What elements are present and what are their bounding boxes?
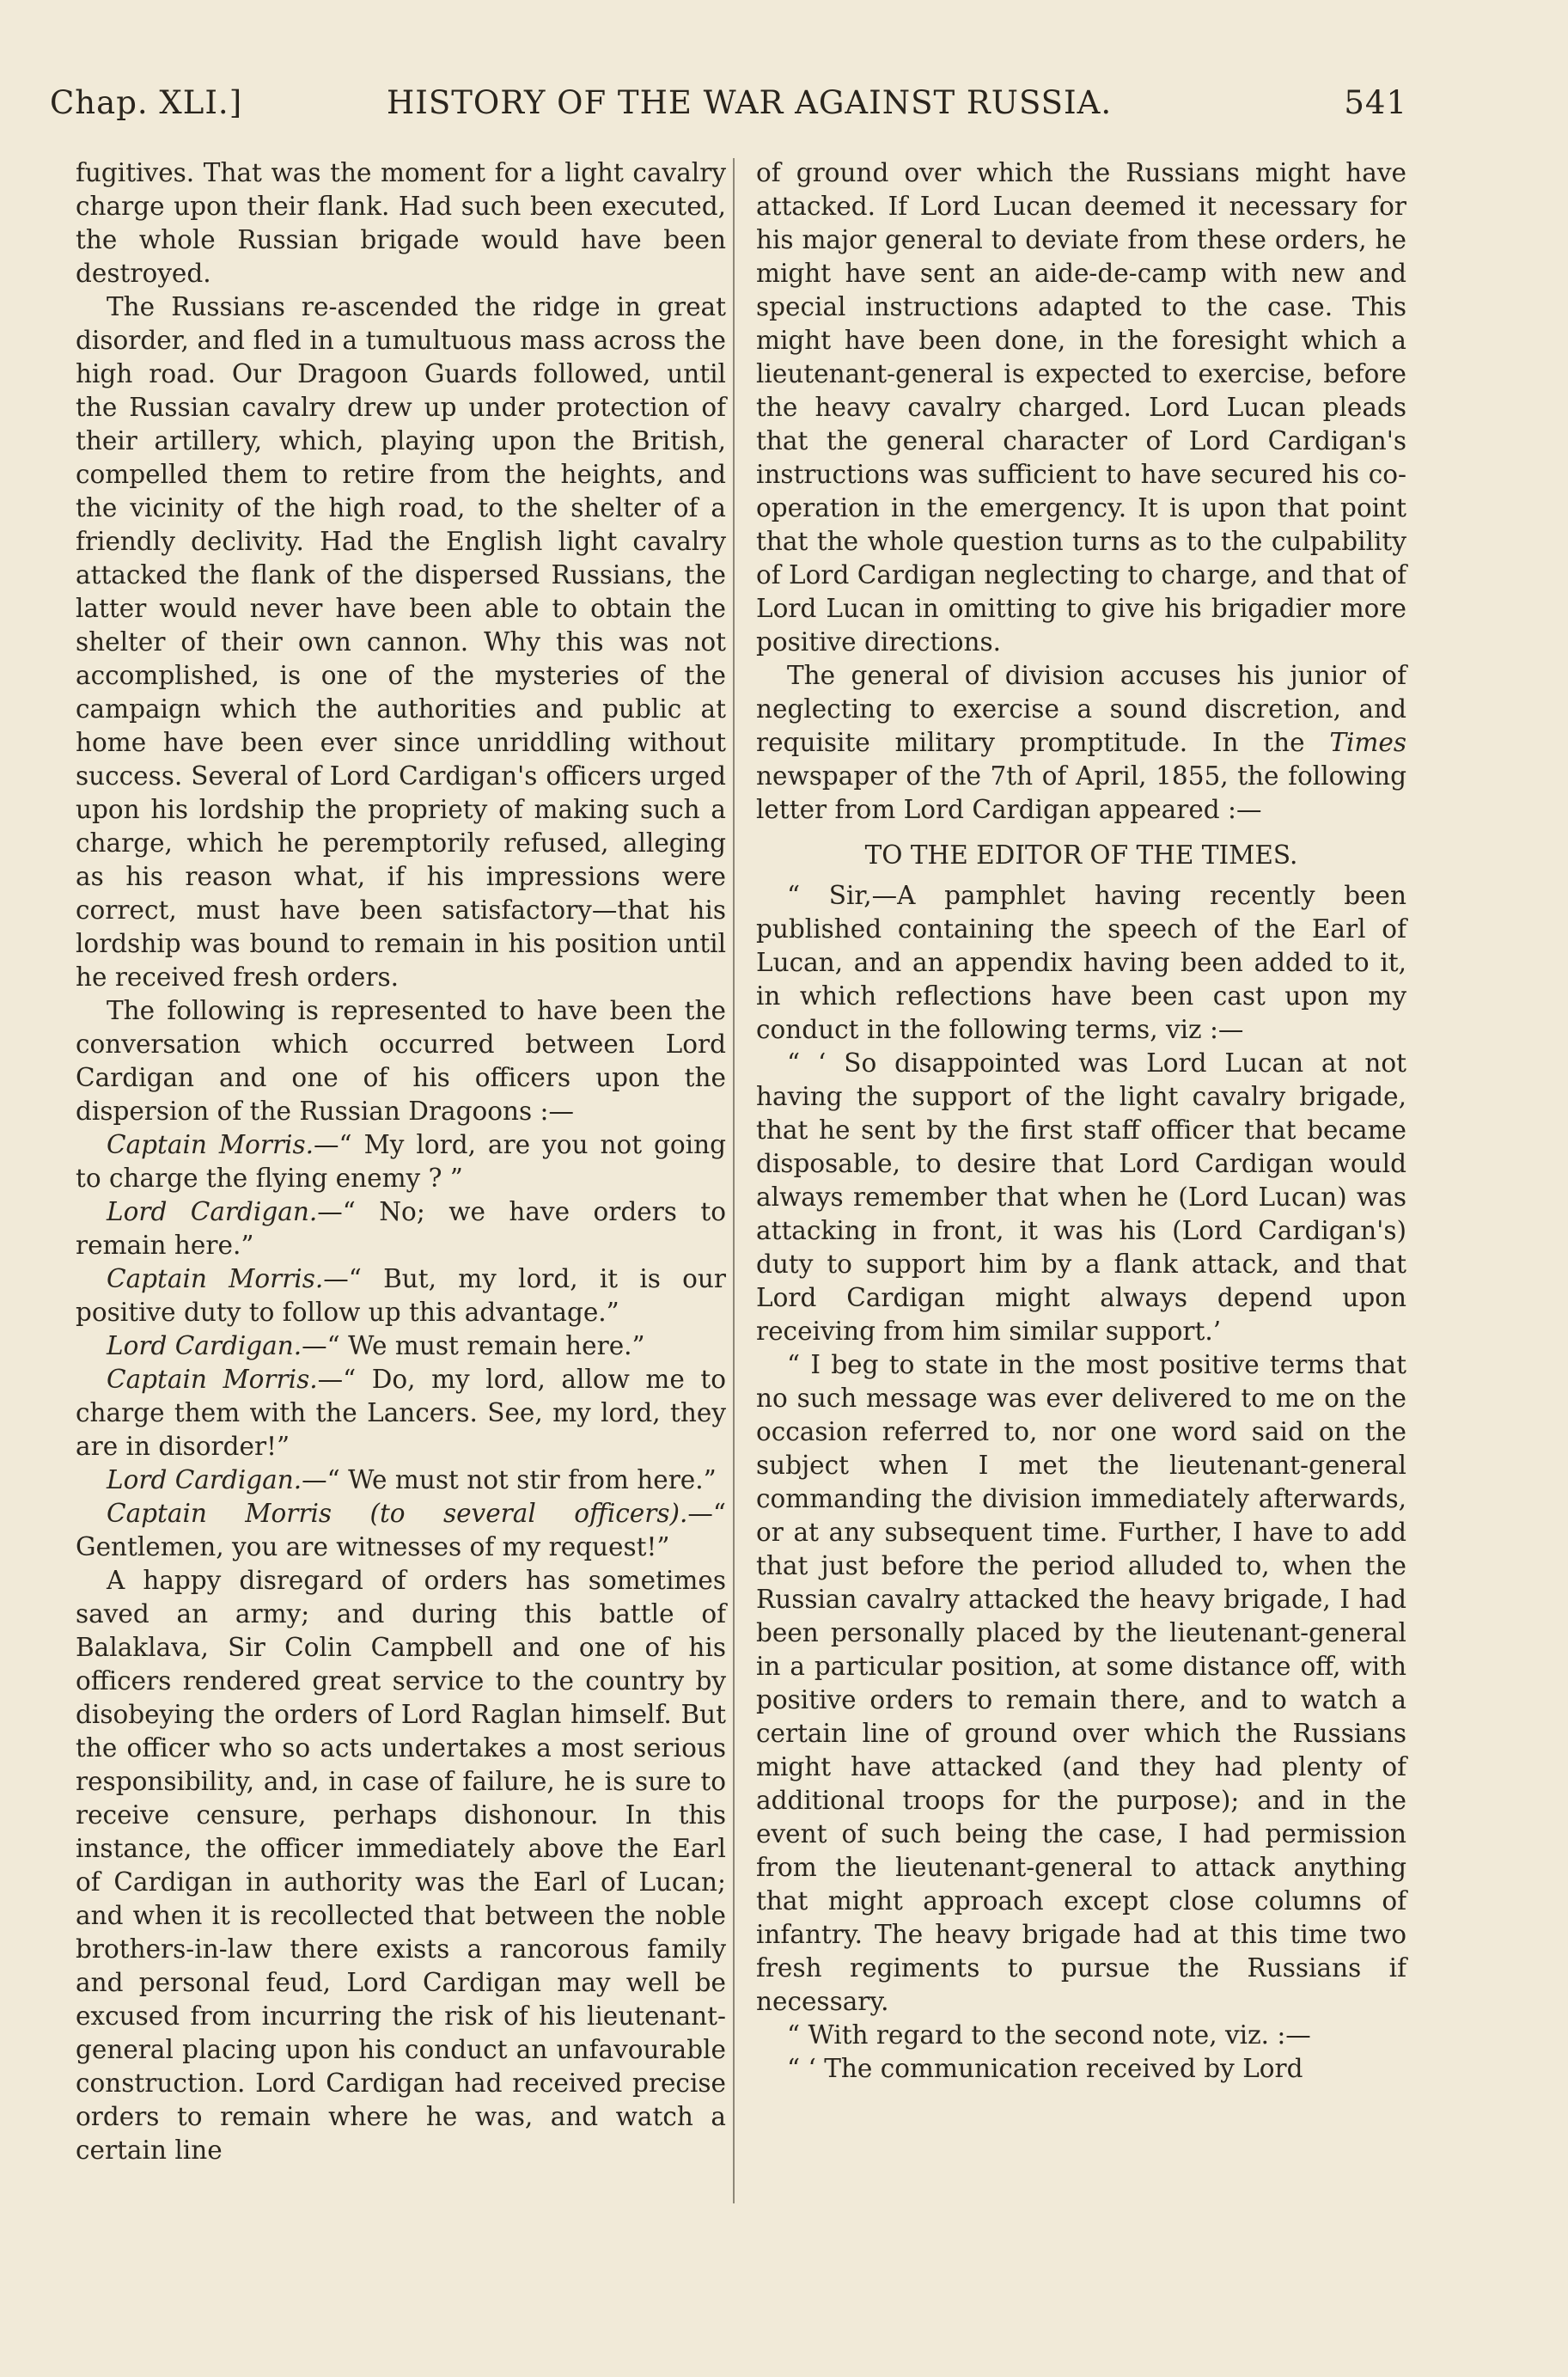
dialogue-text: —“ We must remain here.”: [302, 1331, 645, 1360]
left-column: [76, 156, 726, 2167]
speaker-name: Lord Cardigan.: [107, 1465, 302, 1494]
dialogue-line: [76, 1128, 726, 1195]
letter-heading: TO THE EDITOR OF THE TIMES.: [864, 840, 1298, 870]
speaker-name: Captain Morris.: [107, 1264, 324, 1293]
quoted-paragraph: “ ‘ So disappointed was Lord Lucan at not having the support of the light cavalry brigade, that he sent by the first staff officer that became disposable, to desire that Lord Cardigan would always remember that when he (Lord Lucan) was attacking in front, it was his (Lord Cardigan's) duty to support him by a flank attack, and that Lord Cardigan might always depend upon receiving from him similar support.’: [756, 1048, 1406, 1346]
column-divider: [733, 158, 735, 2203]
dialogue-text: —“ We must not stir from here.”: [302, 1465, 717, 1494]
paragraph: “ ‘ The communication received by Lord: [787, 2054, 1303, 2083]
dialogue-line: [76, 1329, 726, 1363]
paragraph: of ground over which the Russians might have attacked. If Lord Lucan deemed it necessary for his major general to deviate from these orders, he might have sent an aide-de-camp with new and special instructions adapted to the case. This might have been done, in the foresight which a lieutenant-general is expected to exercise, before the heavy cavalry charged. Lord Lucan pleads that the general character of Lord Cardigan's instructions was sufficient to have secured his co-operation in the emergency. It is upon that point that the whole question turns as to the culpability of Lord Cardigan neglecting to charge, and that of Lord Lucan in omitting to give his brigadier more positive directions.: [756, 158, 1407, 657]
dialogue-line: [76, 1195, 726, 1262]
dialogue-line: [76, 1463, 726, 1497]
dialogue-text: —“ Do, my lord, allow me to charge them with the Lancers. See, my lord, they are in disorder!”: [76, 1365, 726, 1461]
speaker-name: Lord Cardigan.: [107, 1331, 302, 1360]
dialogue-text: —“ My lord, are you not going to charge the flying enemy ? ”: [76, 1130, 726, 1193]
running-title: HISTORY OF THE WAR AGAINST RUSSIA.: [387, 84, 1113, 121]
speaker-name: Lord Cardigan.: [107, 1197, 318, 1226]
running-header: [50, 84, 1407, 136]
speaker-name: Captain Morris.: [107, 1130, 314, 1159]
dialogue-line: [76, 1262, 726, 1329]
paragraph: The following is represented to have been the conversation which occurred between Lord Cardigan and one of his officers upon the dispersion of the Russian Dragoons :—: [76, 996, 726, 1126]
speaker-name: Captain Morris.: [107, 1365, 318, 1394]
dialogue-text: —“ No; we have orders to remain here.”: [76, 1197, 726, 1260]
dialogue-line: [76, 1363, 726, 1463]
dialogue-text: —“ Gentlemen, you are witnesses of my request!”: [76, 1499, 726, 1561]
paragraph: fugitives. That was the moment for a light cavalry charge upon their flank. Had such been executed, the whole Russian brigade would have been destroyed.: [76, 158, 726, 288]
dialogue-line: [76, 1497, 726, 1564]
paragraph: A happy disregard of orders has sometimes saved an army; and during this battle of Balaklava, Sir Colin Campbell and one of his officers rendered great service to the country by disobeying the orders of Lord Raglan himself. But the officer who so acts undertakes a most serious responsibility, and, in case of failure, he is sure to receive censure, perhaps dishonour. In this instance, the officer immediately above the Earl of Cardigan in authority was the Earl of Lucan; and when it is recollected that between the noble brothers-in-law there exists a rancorous family and personal feud, Lord Cardigan may well be excused from incurring the risk of his lieutenant-general placing upon his conduct an unfavourable construction. Lord Cardigan had received precise orders to remain where he was, and watch a certain line: [76, 1566, 726, 2165]
paragraph: “ Sir,—A pamphlet having recently been published containing the speech of the Earl of Lucan, and an appendix having been added to it, in which reflections have been cast upon my conduct in the following terms, viz :—: [756, 881, 1406, 1044]
chapter-label: Chap. XLI.]: [50, 84, 243, 121]
paragraph: The Russians re-ascended the ridge in great disorder, and fled in a tumultuous mass across the high road. Our Dragoon Guards followed, until the Russian cavalry drew up under protection of their artillery, which, playing upon the British, compelled them to retire from the heights, and the vicinity of the high road, to the shelter of a friendly declivity. Had the English light cavalry attacked the flank of the dispersed Russians, the latter would never have been able to obtain the shelter of their own cannon. Why this was not accomplished, is one of the mysteries of the campaign which the authorities and public at home have been ever since unriddling without success. Several of Lord Cardigan's officers urged upon his lordship the propriety of making such a charge, which he peremptorily refused, alleging as his reason what, if his impressions were correct, must have been satisfactory—that his lordship was bound to remain in his position until he received fresh orders.: [76, 292, 726, 992]
dialogue-text: —“ But, my lord, it is our positive duty to follow up this advantage.”: [76, 1264, 726, 1327]
paragraph-text: The general of division accuses his junior of neglecting to exercise a sound discretion, and requisite military promptitude. In the: [756, 661, 1406, 757]
paragraph-text: newspaper of the 7th of April, 1855, the following letter from Lord Cardigan appeared :—: [756, 761, 1406, 824]
newspaper-name: Times: [1329, 728, 1406, 757]
paragraph: “ With regard to the second note, viz. :—: [787, 2020, 1311, 2050]
speaker-name: Captain Morris (to several officers).: [107, 1499, 688, 1528]
page-number: 541: [1344, 84, 1407, 121]
paragraph: [756, 659, 1406, 827]
right-column: [756, 156, 1406, 2086]
paragraph: “ I beg to state in the most positive terms that no such message was ever delivered to me on the occasion referred to, nor one word said on the subject when I met the lieutenant-general commanding the division immediately afterwards, or at any subsequent time. Further, I have to add that just before the period alluded to, when the Russian cavalry attacked the heavy brigade, I had been personally placed by the lieutenant-general in a particular position, at some distance off, with positive orders to remain there, and to watch a certain line of ground over which the Russians might have attacked (and they had plenty of additional troops for the purpose); and in the event of such being the case, I had permission from the lieutenant-general to attack anything that might approach except close columns of infantry. The heavy brigade had at this time two fresh regiments to pursue the Russians if necessary.: [756, 1350, 1406, 2016]
